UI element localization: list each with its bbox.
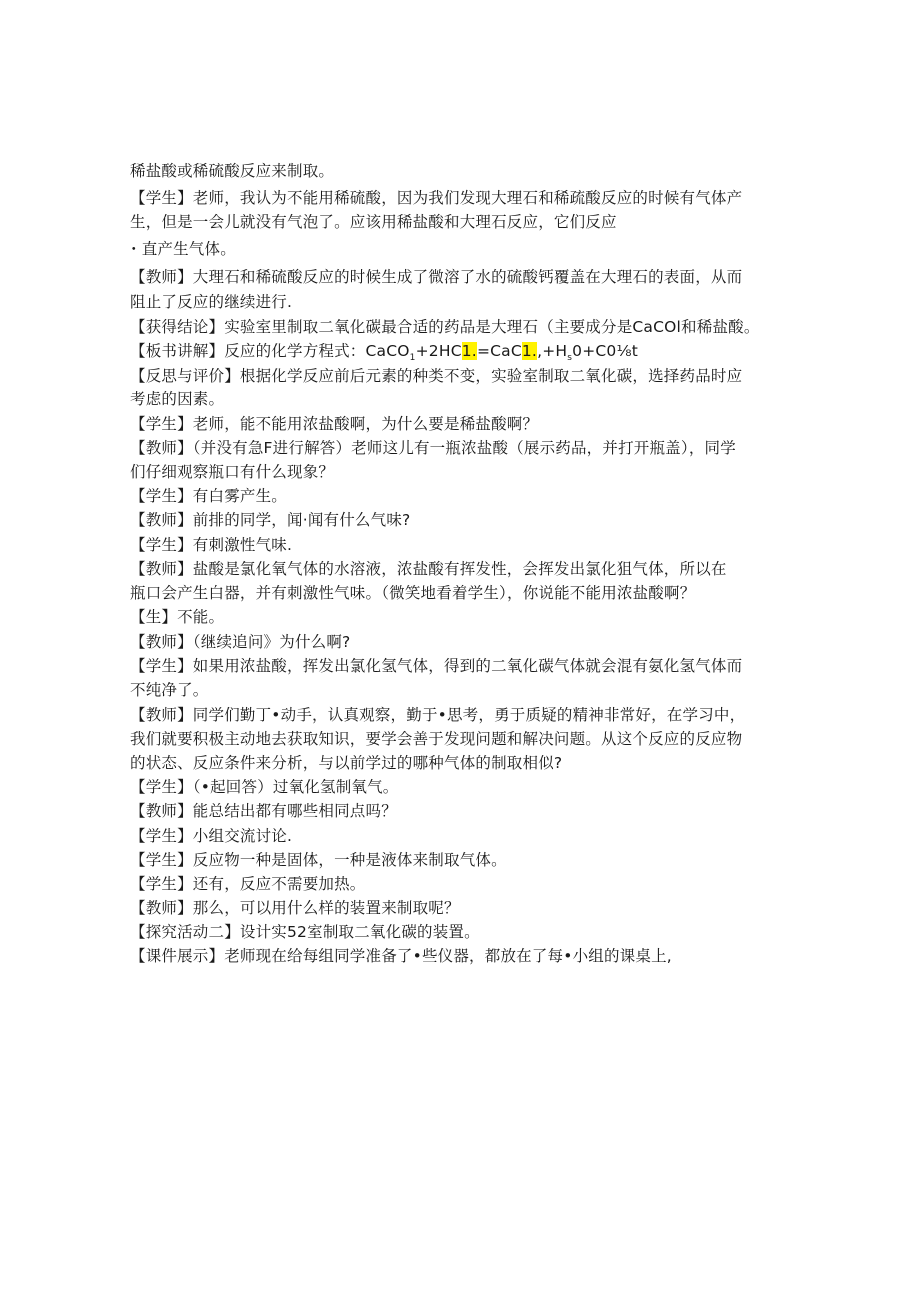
equation-text: +2HC <box>415 342 462 360</box>
text-line: 【学生】老师，我认为不能用稀硫酸，因为我们发现大理石和稀疏酸反应的时候有气体产 <box>130 189 743 207</box>
equation-text: ,+H <box>537 342 568 360</box>
text-line: 阻止了反应的继续进行. <box>130 293 293 311</box>
text-line: 【教师】（继续追问》为什么啊? <box>130 633 351 651</box>
text-line: 【课件展示】老师现在给每组同学准备了•些仪器，都放在了每•小组的课桌上, <box>130 947 672 965</box>
text-line: 【反思与评价】根据化学反应前后元素的种类不变，实验室制取二氧化碳，选择药品时应 <box>130 367 743 385</box>
text-line: 们仔细观察瓶口有什么现象？ <box>130 463 335 481</box>
equation-text: =CaC <box>476 342 522 360</box>
text-line: 不纯净了。 <box>130 681 209 699</box>
text-line: 【学生】老师，能不能用浓盐酸啊，为什么要是稀盐酸啊？ <box>130 415 539 433</box>
text-line: 【教师】盐酸是氯化氧气体的水溶液，浓盐酸有挥发性，会挥发出氯化狙气体，所以在 <box>130 560 727 578</box>
text-line: 【获得结论】实验室里制取二氧化碳最合适的药品是大理石（主要成分是CaCOl和稀盐酸。 <box>130 318 760 336</box>
text-line: 【教师】能总结出都有哪些相同点吗？ <box>130 802 397 820</box>
text-line: 瓶口会产生白器，并有刺激性气味。（微笑地看着学生），你说能不能用浓盐酸啊？ <box>130 584 696 602</box>
text-line: 【探究活动二】设计实52室制取二氧化碳的装置。 <box>130 923 480 941</box>
text-line: 考虑的因素。 <box>130 390 225 408</box>
text-line: 的状态、反应条件来分析，与以前学过的哪种气体的制取相似? <box>130 754 563 772</box>
text-line: 【教师】同学们勤丁•动手，认真观察，勤于•思考，勇于质疑的精神非常好，在学习中， <box>130 706 746 724</box>
text-line: 【学生】（•起回答）过氧化氢制氧气。 <box>130 778 399 796</box>
text-line: 【学生】反应物一种是固体，一种是液体来制取气体。 <box>130 851 507 869</box>
equation-subscript: s <box>567 353 573 364</box>
text-line: 【学生】如果用浓盐酸，挥发出氯化氢气体，得到的二氧化碳气体就会混有氨化氢气体而 <box>130 657 743 675</box>
text-line: 【学生】还有，反应不需要加热。 <box>130 875 366 893</box>
text-line: 【学生】有白雾产生。 <box>130 487 288 505</box>
equation-subscript: 1 <box>409 353 416 364</box>
text-line: 【教师】大理石和稀硫酸反应的时候生成了微溶了水的硫酸钙覆盖在大理石的表面，从而 <box>130 268 743 286</box>
text-line: 【学生】有刺激性气味. <box>130 536 293 554</box>
highlighted-text: 1. <box>461 342 477 360</box>
text-line: 生，但是一会儿就没有气泡了。应该用稀盐酸和大理石反应，它们反应 <box>130 213 617 231</box>
text-line: 【教师】那么，可以用什么样的装置来制取呢？ <box>130 899 460 917</box>
equation-text: 【板书讲解】反应的化学方程式：CaCO <box>130 342 410 360</box>
text-line: 【生】不能。 <box>130 608 225 626</box>
text-line: 我们就要积极主动地去获取知识，要学会善于发现问题和解决问题。从这个反应的反应物 <box>130 730 743 748</box>
equation-text: 0+C0⅛t <box>572 342 638 360</box>
text-line: 【教师】（并没有急F进行解答）老师这儿有一瓶浓盐酸（展示药品，并打开瓶盖），同学 <box>130 439 736 457</box>
text-line: 【学生】小组交流讨论. <box>130 827 293 845</box>
text-line: ・直产生气体。 <box>126 240 236 258</box>
highlighted-text: 1. <box>521 342 538 360</box>
text-line: 【教师】前排的同学，闻·闻有什么气味? <box>130 511 411 529</box>
text-line: 稀盐酸或稀硫酸反应来制取。 <box>130 162 335 180</box>
